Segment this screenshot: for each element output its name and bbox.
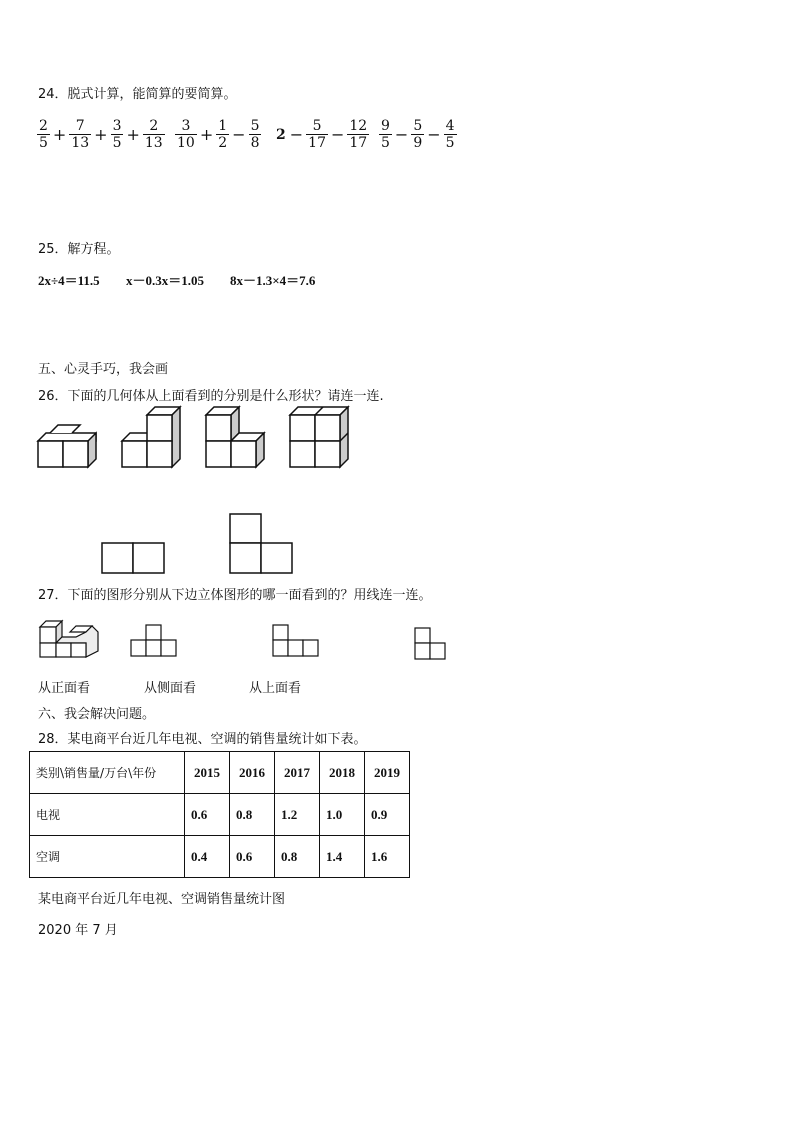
value-cell: 0.9 [365, 794, 410, 836]
fraction: $\frac{5}{8}$ [250, 118, 260, 151]
operator: − [330, 125, 345, 144]
value-cell: 1.0 [320, 794, 365, 836]
equation: 2x÷4＝11.5 [38, 273, 100, 288]
value-cell: 0.6 [185, 794, 230, 836]
chart-date: 2020 年 7 月 [38, 923, 118, 938]
year-cell: 2015 [185, 752, 230, 794]
q28-title: 28．某电商平台近几年电视、空调的销售量统计如下表。 [38, 732, 367, 747]
fraction: $\frac{1}{2}$ [218, 118, 228, 151]
expression-1 [36, 118, 166, 151]
q25-title: 25．解方程。 [38, 242, 120, 257]
row-label: 电视 [30, 794, 185, 836]
value-cell: 1.4 [320, 836, 365, 878]
value-cell: 0.8 [230, 794, 275, 836]
year-cell: 2016 [230, 752, 275, 794]
operator: + [199, 125, 214, 144]
expression-3 [276, 118, 370, 151]
fraction: $\frac{12}{17}$ [349, 118, 368, 151]
row-label: 空调 [30, 836, 185, 878]
year-cell: 2018 [320, 752, 365, 794]
fraction: $\frac{5}{17}$ [308, 118, 326, 151]
operator: − [394, 125, 409, 144]
sales-table [29, 751, 410, 878]
solid-figure [40, 617, 102, 659]
table-header-cell: 类别\销售量/万台\年份 [30, 752, 185, 794]
table-header-row [30, 752, 410, 794]
q24-title: 24．脱式计算，能简算的要简算。 [38, 87, 237, 102]
value-cell: 0.4 [185, 836, 230, 878]
value-cell: 1.2 [275, 794, 320, 836]
value-cell: 0.6 [230, 836, 275, 878]
year-cell: 2019 [365, 752, 410, 794]
cube-figure-4 [290, 407, 352, 471]
table-row [30, 794, 410, 836]
equation: 8x－1.3×4＝7.6 [230, 273, 316, 288]
operator: − [427, 125, 441, 144]
equation: x－0.3x＝1.05 [126, 273, 205, 288]
value-cell: 0.8 [275, 836, 320, 878]
top-view-l-shape [229, 513, 293, 575]
value-cell: 1.6 [365, 836, 410, 878]
view-label-side: 从侧面看 [144, 681, 197, 696]
operator: − [289, 125, 304, 144]
view-shape-2 [272, 624, 320, 658]
operator: + [94, 125, 108, 144]
top-view-two-squares [101, 542, 165, 575]
fraction: $\frac{9}{5}$ [381, 118, 390, 151]
q26-title: 26．下面的几何体从上面看到的分别是什么形状？请连一连. [38, 389, 384, 404]
cube-figure-3 [206, 407, 268, 471]
q27-title: 27．下面的图形分别从下边立体图形的哪一面看到的？用线连一连。 [38, 588, 432, 603]
cube-figure-1 [38, 425, 100, 470]
view-label-front: 从正面看 [38, 681, 91, 696]
expression-4 [378, 118, 458, 151]
view-shape-1 [130, 624, 178, 658]
operator: + [52, 125, 67, 144]
operator: − [232, 125, 246, 144]
whole-number: 2 [276, 126, 286, 143]
fraction: $\frac{3}{5}$ [112, 118, 122, 151]
fraction: $\frac{7}{13}$ [71, 118, 90, 151]
view-label-top: 从上面看 [249, 681, 302, 696]
operator: + [126, 125, 140, 144]
cube-figure-2 [122, 407, 184, 471]
year-cell: 2017 [275, 752, 320, 794]
section-6-title: 六、我会解决问题。 [38, 707, 156, 722]
fraction: $\frac{3}{10}$ [177, 118, 195, 151]
fraction: $\frac{2}{13}$ [144, 118, 163, 151]
fraction: $\frac{4}{5}$ [445, 118, 455, 151]
view-shape-3 [414, 627, 448, 661]
expression-2 [174, 118, 262, 151]
fraction: $\frac{2}{5}$ [39, 118, 48, 151]
chart-caption: 某电商平台近几年电视、空调销售量统计图 [38, 892, 286, 907]
fraction: $\frac{5}{9}$ [413, 118, 423, 151]
section-5-title: 五、心灵手巧，我会画 [38, 362, 169, 377]
table-row [30, 836, 410, 878]
